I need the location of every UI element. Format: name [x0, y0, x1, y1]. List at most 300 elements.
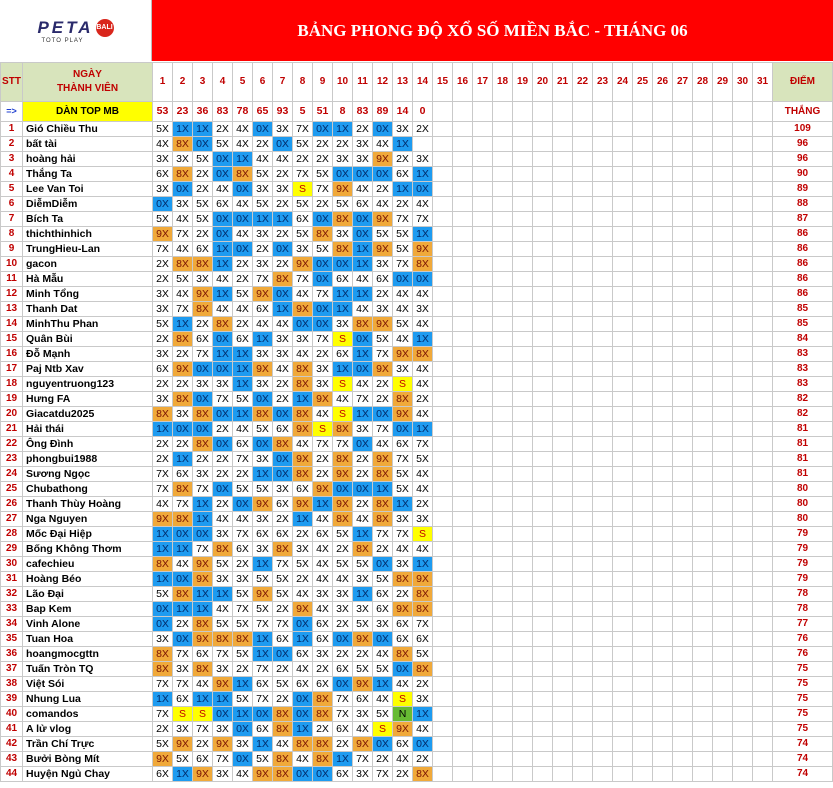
- day-result-cell: [573, 317, 593, 332]
- day-result-cell: [713, 632, 733, 647]
- day-result-cell: [453, 617, 473, 632]
- day-result-cell: 9X: [213, 677, 233, 692]
- day-result-cell: [493, 227, 513, 242]
- day-result-cell: 7X: [153, 467, 173, 482]
- day-result-cell: [453, 557, 473, 572]
- day-result-cell: [633, 197, 653, 212]
- day-result-cell: 6X: [233, 437, 253, 452]
- day-result-cell: [513, 407, 533, 422]
- day-result-cell: [593, 662, 613, 677]
- day-result-cell: 5X: [393, 227, 413, 242]
- day-result-cell: 6X: [393, 167, 413, 182]
- day-result-cell: [713, 452, 733, 467]
- day-result-cell: [533, 302, 553, 317]
- day-result-cell: [653, 512, 673, 527]
- day-result-cell: [733, 287, 753, 302]
- day-result-cell: [553, 527, 573, 542]
- table-row: [1, 467, 833, 482]
- day-result-cell: [493, 362, 513, 377]
- day-result-cell: 0X: [213, 167, 233, 182]
- day-result-cell: 8X: [333, 512, 353, 527]
- day-result-cell: [673, 212, 693, 227]
- day-result-cell: 3X: [353, 707, 373, 722]
- day-result-cell: 8X: [153, 662, 173, 677]
- day-result-cell: [533, 452, 553, 467]
- day-result-cell: [533, 377, 553, 392]
- day-header: 5: [233, 63, 253, 102]
- day-result-cell: [713, 422, 733, 437]
- day-result-cell: 4X: [273, 737, 293, 752]
- day-result-cell: 9X: [313, 482, 333, 497]
- day-result-cell: 8X: [173, 257, 193, 272]
- day-result-cell: 1X: [353, 257, 373, 272]
- day-result-cell: 5X: [213, 617, 233, 632]
- day-result-cell: 9X: [293, 302, 313, 317]
- day-result-cell: [593, 647, 613, 662]
- day-result-cell: 8X: [353, 317, 373, 332]
- day-result-cell: 1X: [273, 212, 293, 227]
- day-result-cell: [553, 227, 573, 242]
- day-result-cell: 3X: [153, 392, 173, 407]
- day-result-cell: [613, 152, 633, 167]
- day-result-cell: [533, 707, 553, 722]
- day-result-cell: [693, 617, 713, 632]
- day-result-cell: 8X: [253, 407, 273, 422]
- day-result-cell: 3X: [253, 347, 273, 362]
- day-result-cell: 5X: [293, 197, 313, 212]
- day-result-cell: 3X: [393, 512, 413, 527]
- day-result-cell: [433, 272, 453, 287]
- day-result-cell: [433, 452, 453, 467]
- day-header: 11: [353, 63, 373, 102]
- day-result-cell: 4X: [233, 137, 253, 152]
- day-result-cell: 2X: [333, 647, 353, 662]
- day-result-cell: 2X: [213, 467, 233, 482]
- member-points: 82: [773, 392, 833, 407]
- day-result-cell: 0X: [233, 242, 253, 257]
- day-result-cell: 8X: [273, 437, 293, 452]
- day-result-cell: [433, 392, 453, 407]
- day-result-cell: 5X: [213, 557, 233, 572]
- day-result-cell: [573, 602, 593, 617]
- day-result-cell: 2X: [313, 137, 333, 152]
- day-result-cell: 5X: [333, 527, 353, 542]
- member-points: 78: [773, 587, 833, 602]
- day-result-cell: [433, 257, 453, 272]
- day-result-cell: 1X: [293, 512, 313, 527]
- day-result-cell: [553, 242, 573, 257]
- day-result-cell: [593, 272, 613, 287]
- points-header: ĐIỂM: [773, 63, 833, 102]
- day-result-cell: [753, 482, 773, 497]
- day-result-cell: [453, 482, 473, 497]
- day-result-cell: 3X: [413, 302, 433, 317]
- day-result-cell: 0X: [273, 287, 293, 302]
- day-result-cell: [453, 152, 473, 167]
- day-result-cell: [633, 182, 653, 197]
- day-result-cell: [613, 557, 633, 572]
- day-result-cell: 6X: [333, 272, 353, 287]
- day-result-cell: [493, 377, 513, 392]
- day-result-cell: [693, 422, 713, 437]
- day-result-cell: [713, 752, 733, 767]
- day-result-cell: [713, 197, 733, 212]
- day-result-cell: [613, 272, 633, 287]
- day-result-cell: [453, 707, 473, 722]
- day-result-cell: [433, 167, 453, 182]
- day-result-cell: [473, 587, 493, 602]
- day-result-cell: 2X: [233, 662, 253, 677]
- day-result-cell: [753, 137, 773, 152]
- day-result-cell: [633, 287, 653, 302]
- day-result-cell: 3X: [313, 647, 333, 662]
- day-result-cell: [573, 257, 593, 272]
- day-result-cell: 0X: [313, 122, 333, 137]
- day-result-cell: 6X: [193, 332, 213, 347]
- day-result-cell: 3X: [293, 242, 313, 257]
- day-result-cell: [573, 557, 593, 572]
- day-result-cell: 7X: [173, 497, 193, 512]
- day-result-cell: [553, 377, 573, 392]
- day-result-cell: [713, 302, 733, 317]
- day-result-cell: [433, 602, 453, 617]
- day-result-cell: [673, 242, 693, 257]
- day-header: 29: [713, 63, 733, 102]
- day-result-cell: [593, 347, 613, 362]
- day-result-cell: [653, 422, 673, 437]
- day-result-cell: [633, 602, 653, 617]
- top-pick-count: 8: [333, 102, 353, 122]
- member-points: 85: [773, 317, 833, 332]
- day-result-cell: 2X: [273, 227, 293, 242]
- day-result-cell: [513, 182, 533, 197]
- day-result-cell: 4X: [413, 722, 433, 737]
- day-result-cell: [553, 557, 573, 572]
- day-result-cell: 9X: [313, 392, 333, 407]
- day-result-cell: 7X: [233, 527, 253, 542]
- day-result-cell: 7X: [193, 482, 213, 497]
- day-result-cell: 1X: [213, 692, 233, 707]
- day-result-cell: 9X: [333, 182, 353, 197]
- day-result-cell: [533, 587, 553, 602]
- day-result-cell: [573, 167, 593, 182]
- day-result-cell: 7X: [213, 647, 233, 662]
- day-result-cell: [593, 632, 613, 647]
- day-result-cell: 2X: [373, 392, 393, 407]
- day-result-cell: 3X: [213, 377, 233, 392]
- day-result-cell: [473, 497, 493, 512]
- day-result-cell: [633, 392, 653, 407]
- day-result-cell: 0X: [313, 212, 333, 227]
- day-result-cell: 9X: [293, 257, 313, 272]
- day-result-cell: 1X: [353, 587, 373, 602]
- day-result-cell: 8X: [173, 392, 193, 407]
- day-result-cell: [453, 467, 473, 482]
- day-result-cell: 8X: [213, 317, 233, 332]
- row-rank: 23: [1, 452, 23, 467]
- day-result-cell: [473, 422, 493, 437]
- day-result-cell: [513, 752, 533, 767]
- day-result-cell: [473, 752, 493, 767]
- day-result-cell: [693, 332, 713, 347]
- day-result-cell: 0X: [173, 572, 193, 587]
- member-points: 75: [773, 692, 833, 707]
- day-result-cell: 0X: [293, 692, 313, 707]
- day-result-cell: [733, 557, 753, 572]
- day-result-cell: [753, 602, 773, 617]
- day-result-cell: 5X: [373, 572, 393, 587]
- day-result-cell: 6X: [293, 647, 313, 662]
- day-result-cell: 8X: [273, 272, 293, 287]
- day-result-cell: [713, 707, 733, 722]
- day-result-cell: 4X: [373, 197, 393, 212]
- day-result-cell: 3X: [213, 527, 233, 542]
- day-result-cell: [513, 167, 533, 182]
- day-result-cell: [693, 347, 713, 362]
- top-pick-count: [433, 102, 453, 122]
- day-result-cell: [713, 182, 733, 197]
- day-result-cell: [613, 257, 633, 272]
- day-result-cell: [713, 527, 733, 542]
- day-result-cell: 8X: [333, 242, 353, 257]
- day-result-cell: [573, 662, 593, 677]
- top-pick-count: 83: [353, 102, 373, 122]
- day-result-cell: [633, 752, 653, 767]
- day-result-cell: 0X: [373, 167, 393, 182]
- day-result-cell: 2X: [333, 617, 353, 632]
- day-result-cell: [433, 422, 453, 437]
- day-result-cell: [593, 257, 613, 272]
- table-row: [1, 662, 833, 677]
- day-result-cell: [733, 647, 753, 662]
- day-result-cell: [593, 572, 613, 587]
- day-result-cell: 1X: [213, 347, 233, 362]
- day-result-cell: [693, 362, 713, 377]
- day-result-cell: 5X: [393, 467, 413, 482]
- day-result-cell: [513, 737, 533, 752]
- arrow-marker: =>: [1, 102, 23, 122]
- day-header: 3: [193, 63, 213, 102]
- row-rank: 34: [1, 617, 23, 632]
- day-result-cell: [753, 317, 773, 332]
- day-result-cell: 6X: [293, 677, 313, 692]
- day-result-cell: 1X: [193, 587, 213, 602]
- day-result-cell: 7X: [373, 767, 393, 782]
- day-result-cell: [573, 332, 593, 347]
- day-result-cell: [753, 767, 773, 782]
- day-result-cell: 0X: [213, 437, 233, 452]
- day-result-cell: 6X: [153, 767, 173, 782]
- day-result-cell: [673, 422, 693, 437]
- day-result-cell: 6X: [273, 422, 293, 437]
- day-result-cell: [713, 167, 733, 182]
- day-result-cell: [593, 377, 613, 392]
- day-result-cell: 2X: [313, 662, 333, 677]
- table-row: [1, 752, 833, 767]
- day-result-cell: [513, 662, 533, 677]
- day-result-cell: [733, 617, 753, 632]
- day-result-cell: 2X: [393, 587, 413, 602]
- member-name: Paj Ntb Xav: [23, 362, 153, 377]
- day-result-cell: 7X: [273, 557, 293, 572]
- day-result-cell: [653, 152, 673, 167]
- day-result-cell: [433, 617, 453, 632]
- day-result-cell: [633, 452, 653, 467]
- day-result-cell: [753, 272, 773, 287]
- day-result-cell: [613, 692, 633, 707]
- day-result-cell: [493, 242, 513, 257]
- day-result-cell: [513, 467, 533, 482]
- day-result-cell: 5X: [413, 647, 433, 662]
- day-result-cell: 5X: [253, 167, 273, 182]
- day-result-cell: [433, 707, 453, 722]
- day-result-cell: [593, 467, 613, 482]
- day-result-cell: 1X: [253, 632, 273, 647]
- day-result-cell: 9X: [333, 467, 353, 482]
- day-result-cell: [653, 182, 673, 197]
- day-result-cell: [553, 512, 573, 527]
- day-result-cell: [473, 482, 493, 497]
- day-result-cell: [573, 452, 593, 467]
- day-result-cell: 4X: [353, 272, 373, 287]
- member-points: 78: [773, 602, 833, 617]
- day-result-cell: 3X: [233, 737, 253, 752]
- day-result-cell: [673, 287, 693, 302]
- day-result-cell: [733, 257, 753, 272]
- day-result-cell: 8X: [193, 437, 213, 452]
- day-result-cell: 2X: [153, 272, 173, 287]
- day-result-cell: 7X: [213, 752, 233, 767]
- day-result-cell: 0X: [233, 182, 253, 197]
- day-result-cell: 3X: [173, 407, 193, 422]
- day-result-cell: [673, 572, 693, 587]
- day-result-cell: 8X: [353, 542, 373, 557]
- day-result-cell: [753, 617, 773, 632]
- member-points: 83: [773, 377, 833, 392]
- day-result-cell: [513, 677, 533, 692]
- day-result-cell: 5X: [253, 752, 273, 767]
- day-result-cell: [533, 692, 553, 707]
- day-result-cell: [753, 587, 773, 602]
- member-name: Vinh Alone: [23, 617, 153, 632]
- day-result-cell: 0X: [193, 392, 213, 407]
- day-result-cell: [753, 182, 773, 197]
- day-result-cell: 0X: [293, 767, 313, 782]
- day-result-cell: [653, 737, 673, 752]
- day-result-cell: [573, 302, 593, 317]
- day-result-cell: 3X: [333, 587, 353, 602]
- day-result-cell: 2X: [333, 737, 353, 752]
- day-result-cell: [433, 122, 453, 137]
- day-result-cell: [593, 152, 613, 167]
- day-result-cell: [433, 152, 453, 167]
- day-result-cell: 2X: [413, 392, 433, 407]
- day-result-cell: 6X: [333, 767, 353, 782]
- day-result-cell: [753, 467, 773, 482]
- day-result-cell: 3X: [173, 152, 193, 167]
- day-result-cell: 4X: [173, 557, 193, 572]
- day-result-cell: [613, 362, 633, 377]
- day-result-cell: 3X: [413, 512, 433, 527]
- day-result-cell: [493, 707, 513, 722]
- day-result-cell: [453, 767, 473, 782]
- day-result-cell: [693, 482, 713, 497]
- day-result-cell: [693, 167, 713, 182]
- day-header: 1: [153, 63, 173, 102]
- day-result-cell: 5X: [273, 572, 293, 587]
- day-result-cell: [473, 722, 493, 737]
- day-result-cell: S: [333, 407, 353, 422]
- top-pick-count: [653, 102, 673, 122]
- member-name: Thanh Thùy Hoàng: [23, 497, 153, 512]
- day-result-cell: 5X: [173, 752, 193, 767]
- member-points: 83: [773, 347, 833, 362]
- day-result-cell: [593, 557, 613, 572]
- day-result-cell: [673, 137, 693, 152]
- day-result-cell: [593, 212, 613, 227]
- day-result-cell: [753, 662, 773, 677]
- day-result-cell: [653, 587, 673, 602]
- member-points: 81: [773, 467, 833, 482]
- day-result-cell: 7X: [313, 437, 333, 452]
- top-pick-count: [633, 102, 653, 122]
- day-result-cell: 8X: [213, 542, 233, 557]
- row-rank: 43: [1, 752, 23, 767]
- member-name: Quân Bùi: [23, 332, 153, 347]
- day-result-cell: 3X: [393, 122, 413, 137]
- day-header: 12: [373, 63, 393, 102]
- day-result-cell: 2X: [153, 377, 173, 392]
- day-result-cell: 2X: [413, 122, 433, 137]
- day-result-cell: [553, 272, 573, 287]
- day-result-cell: [433, 767, 453, 782]
- day-result-cell: [473, 167, 493, 182]
- day-result-cell: [433, 482, 453, 497]
- day-result-cell: [693, 767, 713, 782]
- day-result-cell: 1X: [213, 287, 233, 302]
- member-points: 81: [773, 422, 833, 437]
- day-result-cell: 1X: [233, 347, 253, 362]
- day-result-cell: [613, 662, 633, 677]
- day-result-cell: [733, 332, 753, 347]
- day-result-cell: [513, 722, 533, 737]
- member-name: A lử vlog: [23, 722, 153, 737]
- member-name: Hải thái: [23, 422, 153, 437]
- day-result-cell: [453, 137, 473, 152]
- day-result-cell: S: [413, 527, 433, 542]
- day-result-cell: [493, 257, 513, 272]
- day-result-cell: [653, 692, 673, 707]
- day-result-cell: 1X: [233, 362, 253, 377]
- day-result-cell: 0X: [293, 617, 313, 632]
- day-result-cell: 4X: [233, 122, 253, 137]
- day-result-cell: 9X: [393, 407, 413, 422]
- day-result-cell: 7X: [173, 227, 193, 242]
- day-result-cell: 3X: [153, 152, 173, 167]
- day-result-cell: 8X: [413, 587, 433, 602]
- day-result-cell: 8X: [333, 422, 353, 437]
- day-result-cell: 7X: [393, 212, 413, 227]
- day-result-cell: [613, 452, 633, 467]
- day-result-cell: [473, 677, 493, 692]
- day-result-cell: 9X: [213, 737, 233, 752]
- row-rank: 3: [1, 152, 23, 167]
- day-result-cell: [693, 137, 713, 152]
- day-result-cell: 5X: [193, 212, 213, 227]
- day-result-cell: [493, 662, 513, 677]
- row-rank: 6: [1, 197, 23, 212]
- day-header: 27: [673, 63, 693, 102]
